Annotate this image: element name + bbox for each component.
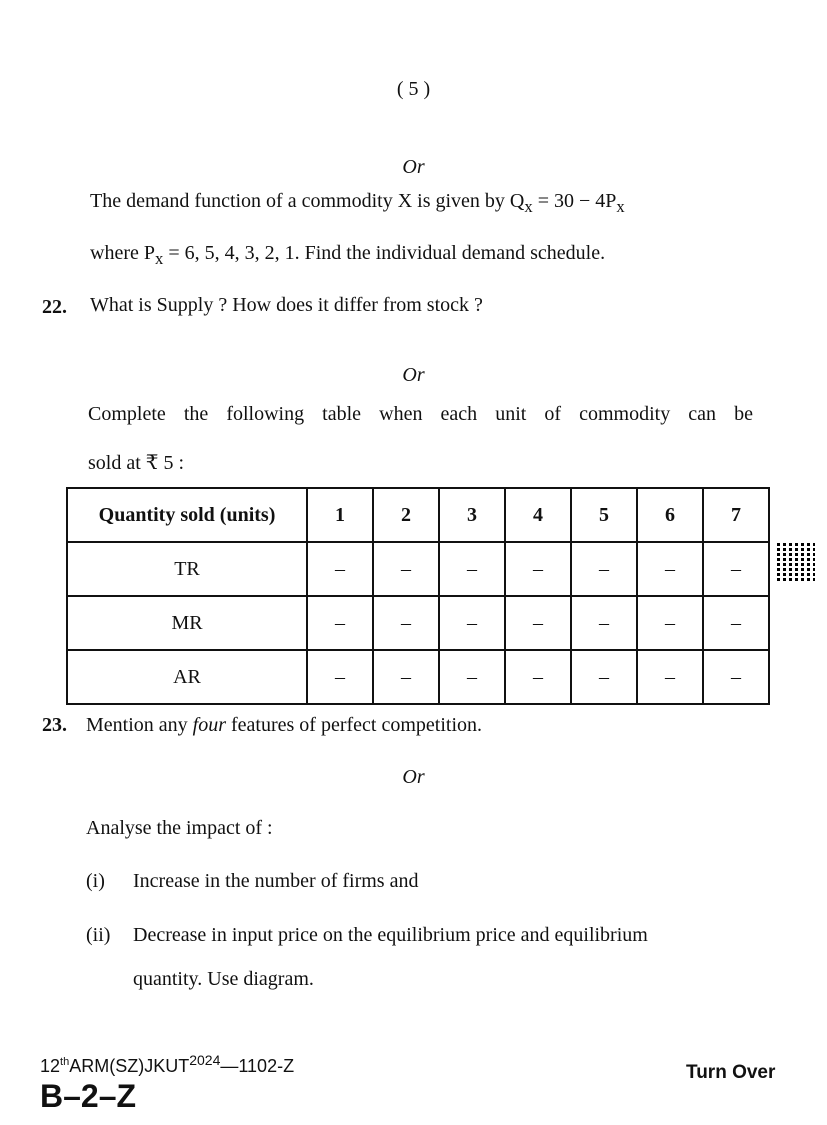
table-row xyxy=(67,542,769,596)
row-label: AR xyxy=(67,650,307,704)
header-cell: 1 xyxy=(307,488,373,542)
set-code: B–2–Z xyxy=(40,1078,137,1114)
header-cell: 6 xyxy=(637,488,703,542)
table-row xyxy=(67,596,769,650)
header-cell: 5 xyxy=(571,488,637,542)
q21-or-line2: where $P_x = 6$, 5, 4, 3, 2, 1. Find the individual demand schedule. xyxy=(90,242,606,268)
table-cell: – xyxy=(439,542,505,596)
table-cell: – xyxy=(439,596,505,650)
table-cell: – xyxy=(571,542,637,596)
header-cell: 7 xyxy=(703,488,769,542)
header-cell: 2 xyxy=(373,488,439,542)
table-cell: – xyxy=(703,596,769,650)
table-cell: – xyxy=(571,650,637,704)
or-divider: Or xyxy=(402,364,425,386)
list-item: Decrease in input price on the equilibrium price and equilibrium xyxy=(133,924,648,946)
row-label: TR xyxy=(67,542,307,596)
table-cell: – xyxy=(637,650,703,704)
table-cell: – xyxy=(637,542,703,596)
list-item-continuation: quantity. Use diagram. xyxy=(133,968,314,990)
table-cell: – xyxy=(505,596,571,650)
table-cell: – xyxy=(505,542,571,596)
q21-or-line1: The demand function of a commodity X is given by $Q_x = 30 - 4P_x$ xyxy=(90,190,625,216)
or-divider: Or xyxy=(402,156,425,178)
paper-code: $12thARM(SZ)JKUT^{2024}—1102-Z$ xyxy=(40,1052,295,1076)
table-cell: – xyxy=(571,596,637,650)
table-cell: – xyxy=(703,542,769,596)
q23-text: Mention any four features of perfect competition. xyxy=(86,714,482,736)
header-cell: Quantity sold (units) xyxy=(67,488,307,542)
list-item: Increase in the number of firms and xyxy=(133,870,419,892)
q22-text: What is Supply ? How does it differ from stock ? xyxy=(90,294,483,316)
table-cell: – xyxy=(307,542,373,596)
or-divider: Or xyxy=(402,766,425,788)
table-cell: – xyxy=(637,596,703,650)
table-cell: – xyxy=(307,650,373,704)
revenue-table xyxy=(66,487,770,705)
table-cell: – xyxy=(703,650,769,704)
table-header-row xyxy=(67,488,769,542)
q22-number: 22. xyxy=(42,296,67,318)
row-label: MR xyxy=(67,596,307,650)
page-number: ( 5 ) xyxy=(396,78,431,100)
table-row xyxy=(67,650,769,704)
table-cell: – xyxy=(439,650,505,704)
q22-or-line2: sold at ₹ 5 : xyxy=(88,452,185,474)
list-item-number: (ii) xyxy=(86,924,111,946)
table-cell: – xyxy=(373,650,439,704)
qr-code-icon xyxy=(777,543,815,581)
table-cell: – xyxy=(505,650,571,704)
table-cell: – xyxy=(373,596,439,650)
table-cell: – xyxy=(373,542,439,596)
q22-or-line1: Complete the following table when each unit of commodity can be xyxy=(88,403,753,425)
list-item-number: (i) xyxy=(86,870,105,892)
q23-number: 23. xyxy=(42,714,67,736)
table-cell: – xyxy=(307,596,373,650)
turn-over-label: Turn Over xyxy=(686,1062,776,1083)
header-cell: 4 xyxy=(505,488,571,542)
header-cell: 3 xyxy=(439,488,505,542)
q23-or-intro: Analyse the impact of : xyxy=(86,817,273,839)
